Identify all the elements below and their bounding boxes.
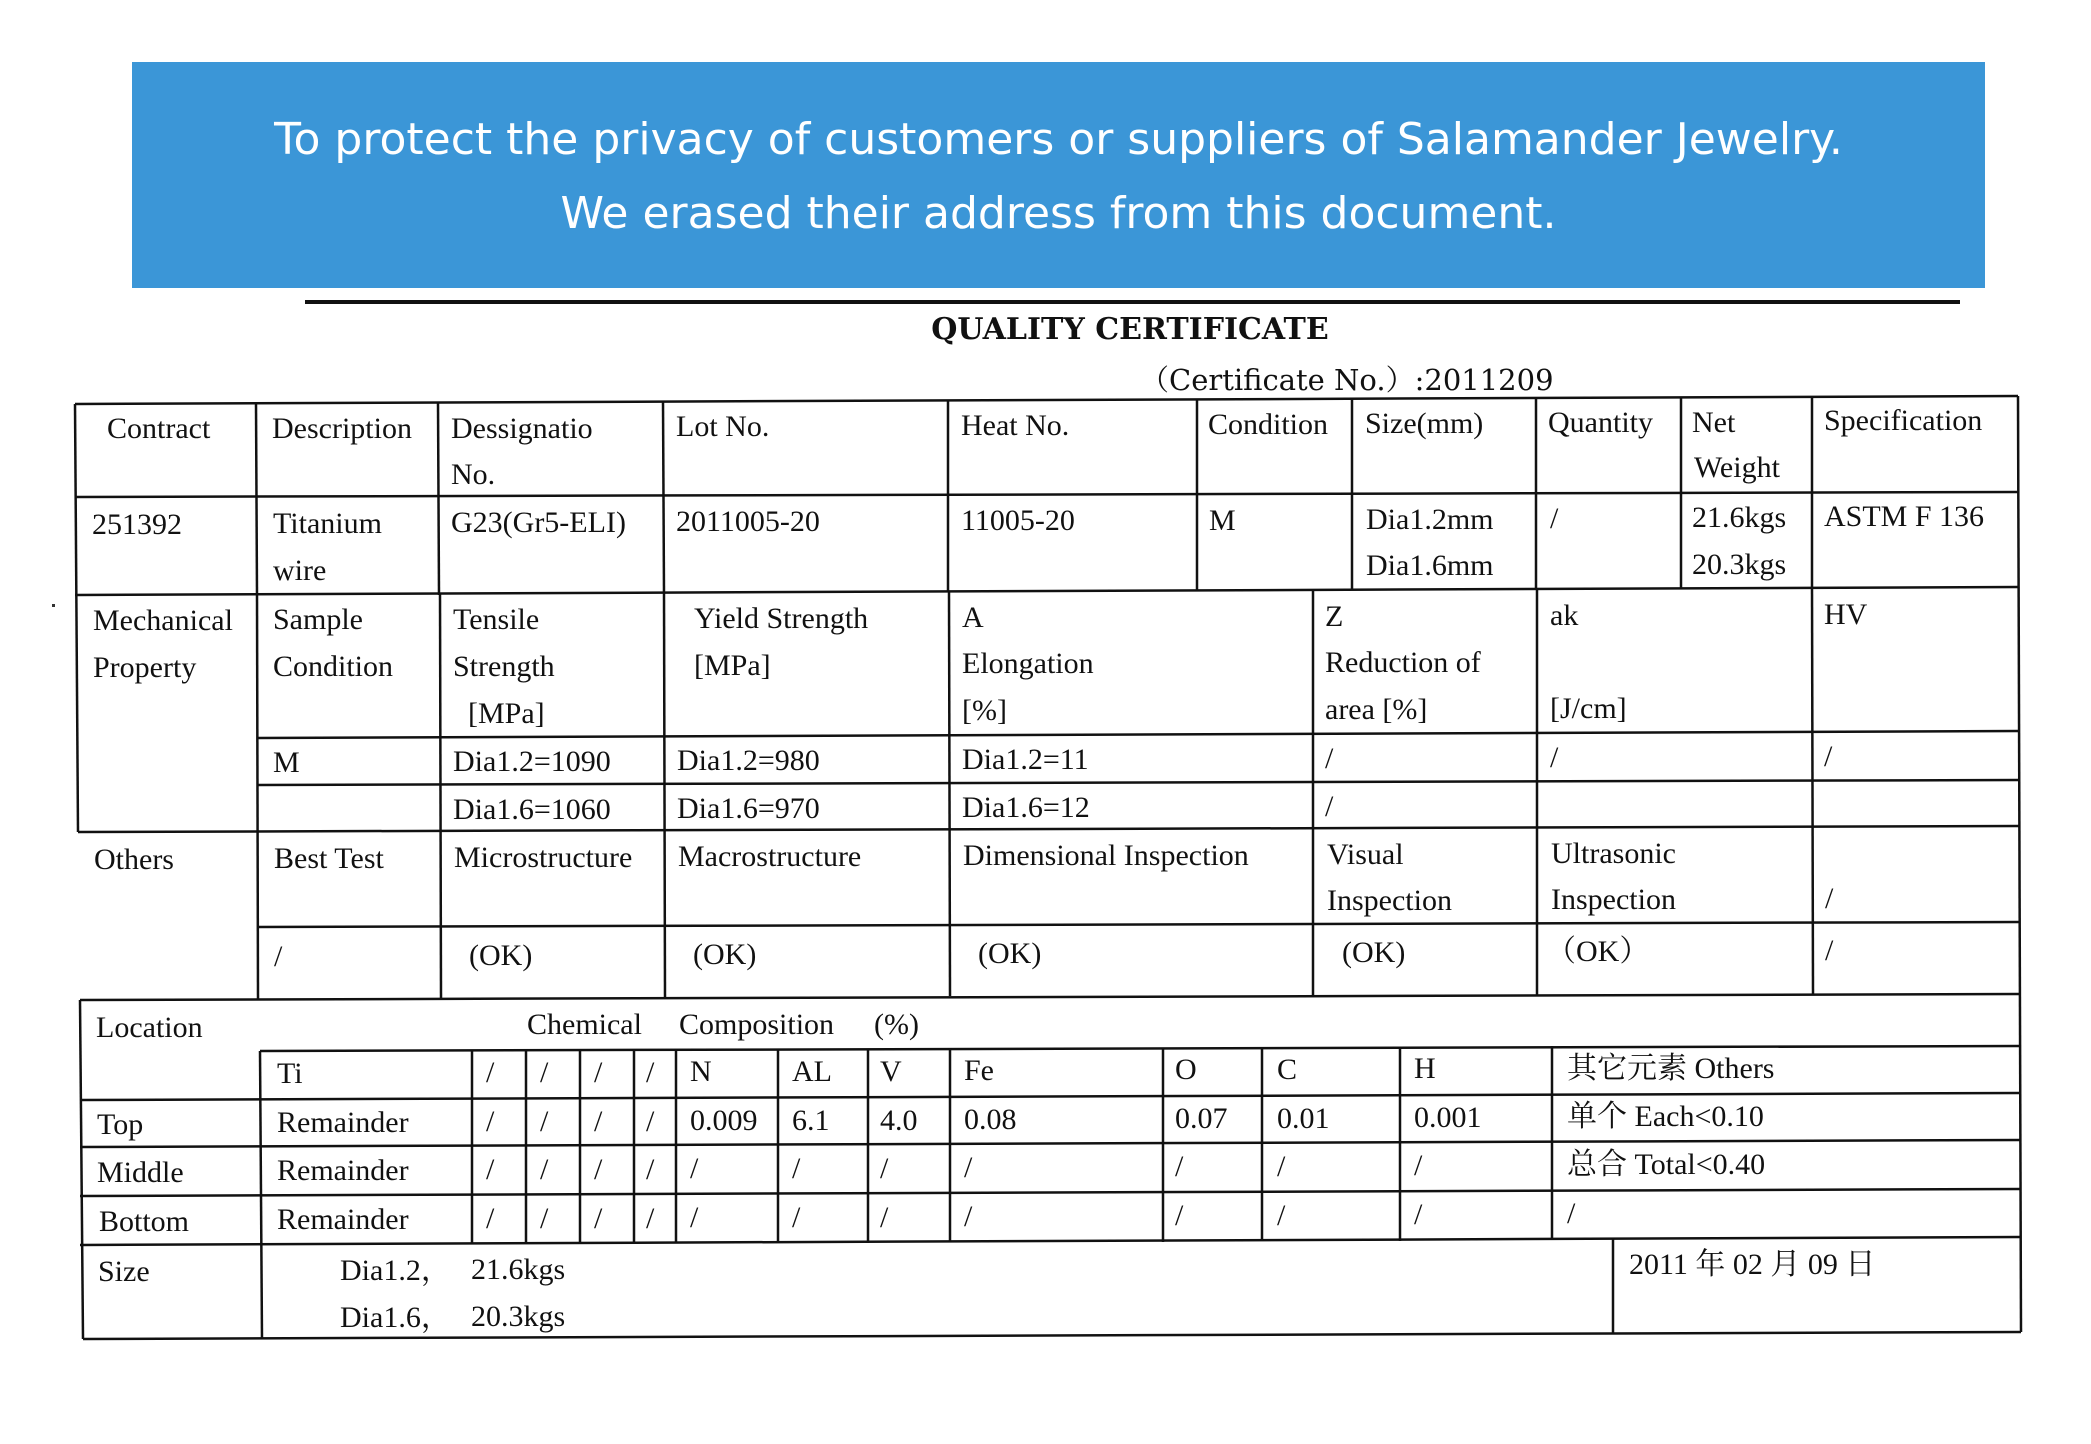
chem-cell: / [646, 1153, 655, 1186]
chem-heading-3: (%) [874, 1008, 919, 1041]
row1-designation: G23(Gr5-ELI) [451, 506, 626, 539]
mech-sample-2: Condition [273, 650, 394, 683]
privacy-notice-line-1: To protect the privacy of customers or suppliers of Salamander Jewelry. [274, 114, 1843, 165]
chem-cell: / [594, 1202, 603, 1235]
others-micro: Microstructure [454, 841, 633, 874]
chem-cell: 0.009 [690, 1104, 758, 1137]
mech-yield-v1: Dia1.2=980 [677, 744, 820, 777]
chem-element: / [594, 1056, 603, 1089]
chem-cell: 0.001 [1414, 1101, 1482, 1134]
chem-element: O [1175, 1053, 1197, 1086]
mech-elong-v2: Dia1.6=12 [962, 791, 1090, 824]
mech-label-1: Mechanical [93, 604, 233, 637]
chem-cell: / [540, 1202, 549, 1235]
chem-element: / [540, 1056, 549, 1089]
mech-tensile-v1: Dia1.2=1090 [453, 745, 611, 778]
mech-yield-2: [MPa] [694, 649, 771, 682]
mech-tensile-3: [MPa] [468, 697, 545, 730]
header-heat: Heat No. [961, 409, 1070, 442]
chem-element: H [1414, 1052, 1436, 1085]
mech-elong-v1: Dia1.2=11 [962, 743, 1089, 776]
chem-cell: / [486, 1153, 495, 1186]
row1-net-1: 21.6kgs [1692, 501, 1787, 534]
mech-tensile-v2: Dia1.6=1060 [453, 793, 611, 826]
chem-cell: / [1175, 1199, 1184, 1232]
mech-red-v2: / [1325, 790, 1334, 823]
header-description: Description [272, 412, 412, 445]
others-macro: Macrostructure [678, 840, 862, 873]
chem-cell: / [646, 1202, 655, 1235]
others-visual-value: (OK) [1342, 936, 1406, 969]
mech-red-2: Reduction of [1325, 646, 1481, 679]
chem-cell: / [486, 1105, 495, 1138]
chem-element: / [646, 1056, 655, 1089]
header-size: Size(mm) [1365, 407, 1484, 440]
others-last-header: / [1825, 882, 1834, 915]
chem-cell: Remainder [277, 1154, 409, 1187]
header-contract: Contract [107, 412, 211, 445]
mech-elong-3: [%] [962, 694, 1007, 727]
chem-element: / [486, 1056, 495, 1089]
chem-cell: / [1414, 1149, 1423, 1182]
chem-element: 其它元素 Others [1567, 1052, 1775, 1085]
chem-cell: / [540, 1153, 549, 1186]
header-spec: Specification [1824, 404, 1983, 437]
mech-yield-v2: Dia1.6=970 [677, 792, 820, 825]
header-net-1: Net [1692, 406, 1736, 439]
chem-cell: / [690, 1152, 699, 1185]
others-best-value: / [274, 940, 283, 973]
chem-heading-1: Chemical [527, 1008, 642, 1041]
chem-cell: 0.01 [1277, 1102, 1330, 1135]
chem-heading-2: Composition [679, 1008, 835, 1041]
issue-date: 2011 年 02 月 09 日 [1629, 1248, 1876, 1281]
mech-ak-v1: / [1550, 741, 1559, 774]
chem-cell: / [594, 1105, 603, 1138]
mech-hv: HV [1824, 598, 1868, 631]
chem-element: N [690, 1055, 712, 1088]
mech-label-2: Property [93, 651, 197, 684]
row1-desc-1: Titanium [273, 507, 382, 540]
chem-cell: / [792, 1201, 801, 1234]
row1-spec: ASTM F 136 [1824, 500, 1985, 533]
size-line2-dia: Dia1.6， [340, 1301, 451, 1334]
others-dim: Dimensional Inspection [963, 839, 1249, 872]
chem-row-name: Middle [97, 1156, 184, 1189]
chem-cell: / [880, 1152, 889, 1185]
row1-size-2: Dia1.6mm [1366, 549, 1494, 582]
chem-cell: 总合 Total<0.40 [1567, 1148, 1766, 1181]
mech-red-v1: / [1325, 742, 1334, 775]
size-label: Size [98, 1255, 150, 1288]
mech-hv-v1: / [1824, 740, 1833, 773]
chem-element: C [1277, 1053, 1298, 1086]
certificate-number: （Certificate No.）:2011209 [1140, 363, 1554, 397]
others-ultra-2: Inspection [1551, 883, 1676, 916]
chem-cell: / [1277, 1199, 1286, 1232]
header-net-2: Weight [1694, 451, 1780, 484]
chem-cell: Remainder [277, 1106, 409, 1139]
chem-element: V [880, 1055, 902, 1088]
chem-cell: / [1277, 1150, 1286, 1183]
mech-sample-1: Sample [273, 603, 363, 636]
mech-ak-2: [J/cm] [1550, 692, 1627, 725]
chem-cell: 4.0 [880, 1104, 918, 1137]
chem-row-name: Top [97, 1108, 144, 1141]
chem-cell: / [1414, 1198, 1423, 1231]
row1-condition: M [1209, 504, 1236, 537]
mech-elong-1: A [962, 601, 984, 634]
chem-cell: / [964, 1151, 973, 1184]
others-micro-value: (OK) [469, 939, 533, 972]
others-ultra-1: Ultrasonic [1551, 837, 1676, 870]
mech-ak-1: ak [1550, 599, 1579, 632]
chem-cell: 单个 Each<0.10 [1567, 1100, 1764, 1133]
chem-cell: / [792, 1152, 801, 1185]
mech-cond-value: M [273, 746, 300, 779]
header-lot: Lot No. [676, 410, 770, 443]
mech-tensile-2: Strength [453, 650, 555, 683]
chem-element: Fe [964, 1054, 994, 1087]
row1-desc-2: wire [273, 554, 327, 587]
chem-cell: / [646, 1105, 655, 1138]
row1-lot: 2011005-20 [676, 505, 820, 538]
chem-element: Ti [277, 1057, 303, 1090]
chem-cell: / [1567, 1197, 1576, 1230]
chem-cell: / [1175, 1150, 1184, 1183]
chem-cell: / [880, 1201, 889, 1234]
others-visual-1: Visual [1327, 838, 1404, 871]
others-ultra-value: （OK） [1546, 935, 1650, 968]
row1-contract: 251392 [92, 508, 182, 541]
chem-cell: / [486, 1202, 495, 1235]
chem-cell: 6.1 [792, 1104, 830, 1137]
chem-cell: / [964, 1200, 973, 1233]
mech-yield-1: Yield Strength [694, 602, 869, 635]
chem-cell: Remainder [277, 1203, 409, 1236]
others-best: Best Test [274, 842, 384, 875]
header-designation-2: No. [451, 458, 496, 491]
others-macro-value: (OK) [693, 938, 757, 971]
header-designation-1: Dessignatio [451, 412, 593, 445]
chem-location-label: Location [96, 1011, 203, 1044]
mech-red-1: Z [1325, 600, 1344, 633]
header-condition: Condition [1208, 408, 1329, 441]
mech-tensile-1: Tensile [453, 603, 540, 636]
size-line1-dia: Dia1.2， [340, 1254, 451, 1287]
others-label: Others [94, 843, 174, 876]
size-line2-weight: 20.3kgs [471, 1300, 566, 1333]
header-quantity: Quantity [1548, 406, 1653, 439]
chem-cell: / [594, 1153, 603, 1186]
row1-quantity: / [1550, 502, 1559, 535]
mech-elong-2: Elongation [962, 647, 1094, 680]
chem-element: AL [792, 1055, 832, 1088]
chem-cell: / [690, 1201, 699, 1234]
others-visual-2: Inspection [1327, 884, 1452, 917]
others-last-value: / [1825, 934, 1834, 967]
others-dim-value: (OK) [978, 937, 1042, 970]
chem-cell: / [540, 1105, 549, 1138]
row1-heat: 11005-20 [961, 504, 1075, 537]
chem-cell: 0.07 [1175, 1102, 1228, 1135]
mech-red-3: area [%] [1325, 693, 1428, 726]
privacy-notice-line-2: We erased their address from this document. [560, 188, 1557, 239]
size-line1-weight: 21.6kgs [471, 1253, 566, 1286]
row1-net-2: 20.3kgs [1692, 548, 1787, 581]
row1-size-1: Dia1.2mm [1366, 503, 1494, 536]
certificate-title: QUALITY CERTIFICATE [931, 312, 1329, 347]
chem-cell: 0.08 [964, 1103, 1017, 1136]
chem-row-name: Bottom [99, 1205, 190, 1238]
